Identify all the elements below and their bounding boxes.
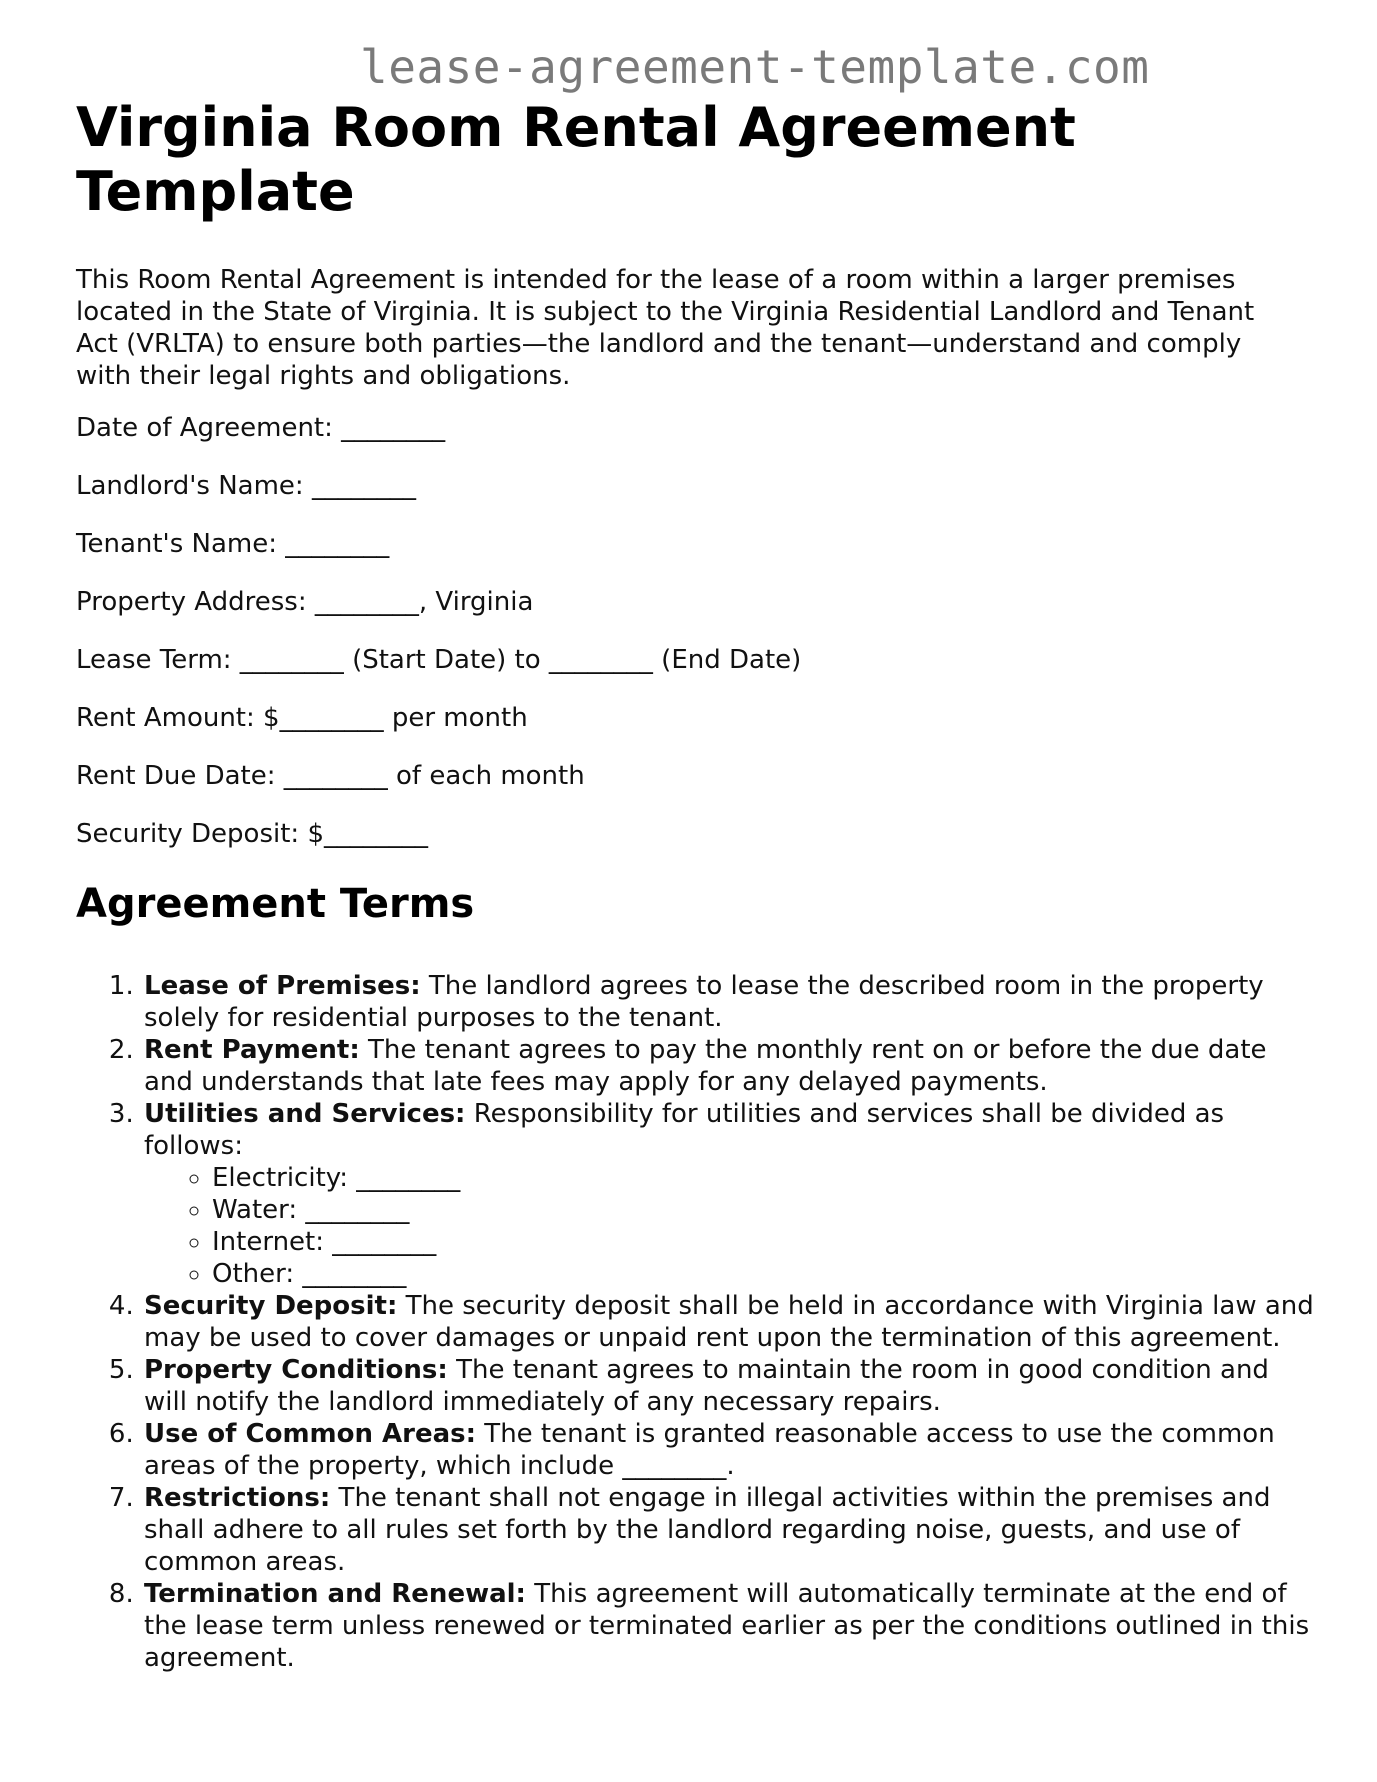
term-text: The tenant shall not engage in illegal activities within the premises and shall adhere to all rules set forth by the landlord regarding noise, guests, and use of common areas.	[144, 1483, 1271, 1577]
term-item	[142, 1034, 1316, 1098]
term-item	[142, 1578, 1316, 1674]
term-text: The tenant agrees to maintain the room in good condition and will notify the landlord immediately of any necessary repairs.	[144, 1355, 1269, 1417]
field-lease-term: Lease Term: ________ (Start Date) to ________ (End Date)	[76, 645, 802, 675]
term-text: The tenant agrees to pay the monthly rent on or before the due date and understands that late fees may apply for any delayed payments.	[144, 1035, 1267, 1097]
field-property-address: Property Address: ________, Virginia	[76, 587, 534, 617]
term-text: This agreement will automatically terminate at the end of the lease term unless renewed or terminated earlier as per the conditions outlined in this agreement.	[144, 1579, 1310, 1673]
term-label: Lease of Premises:	[144, 971, 421, 1001]
term-label: Security Deposit:	[144, 1291, 398, 1321]
terms-heading: Agreement Terms	[76, 881, 475, 927]
terms-list	[76, 970, 1316, 1674]
intro-paragraph: This Room Rental Agreement is intended for the lease of a room within a larger premises located in the State of Virginia. It is subject to the Virginia Residential Landlord and Tenant Act (VRLTA) to ensure both parties—the landlord and the tenant—understand and comply with their legal rights and obligations.	[76, 265, 1255, 391]
field-rent-amount: Rent Amount: $________ per month	[76, 703, 528, 733]
term-label: Property Conditions:	[144, 1355, 448, 1385]
term-item	[142, 1098, 1316, 1290]
site-watermark: lease-agreement-template.com	[360, 40, 1150, 94]
utility-item-internet: ◦ Internet: ________	[212, 1226, 1316, 1258]
field-landlord-name: Landlord's Name: ________	[76, 471, 416, 501]
utility-item-electricity: ◦ Electricity: ________	[212, 1162, 1316, 1194]
term-label: Use of Common Areas:	[144, 1419, 477, 1449]
field-tenant-name: Tenant's Name: ________	[76, 529, 390, 559]
term-text: The landlord agrees to lease the described room in the property solely for residential purposes to the tenant.	[144, 971, 1264, 1033]
utility-item-water: ◦ Water: ________	[212, 1194, 1316, 1226]
term-item	[142, 1290, 1316, 1354]
field-rent-due-date: Rent Due Date: ________ of each month	[76, 761, 585, 791]
term-text: The tenant is granted reasonable access to use the common areas of the property, which include ________.	[144, 1419, 1275, 1481]
term-item	[142, 1482, 1316, 1578]
term-item	[142, 1418, 1316, 1482]
utilities-sublist	[144, 1162, 1316, 1290]
term-item	[142, 970, 1316, 1034]
term-text: Responsibility for utilities and services shall be divided as follows:	[144, 1099, 1225, 1161]
term-text: The security deposit shall be held in accordance with Virginia law and may be used to cover damages or unpaid rent upon the termination of this agreement.	[144, 1291, 1314, 1353]
term-label: Termination and Renewal:	[144, 1579, 526, 1609]
term-label: Restrictions:	[144, 1483, 331, 1513]
term-item	[142, 1354, 1316, 1418]
agreement-fields	[76, 412, 1316, 850]
document-page	[76, 96, 1316, 1674]
field-security-deposit: Security Deposit: $________	[76, 819, 428, 849]
term-label: Rent Payment:	[144, 1035, 360, 1065]
term-label: Utilities and Services:	[144, 1099, 466, 1129]
document-title: Virginia Room Rental Agreement Template	[76, 96, 1076, 223]
utility-item-other: ◦ Other: ________	[212, 1258, 1316, 1290]
field-date-of-agreement: Date of Agreement: ________	[76, 413, 446, 443]
